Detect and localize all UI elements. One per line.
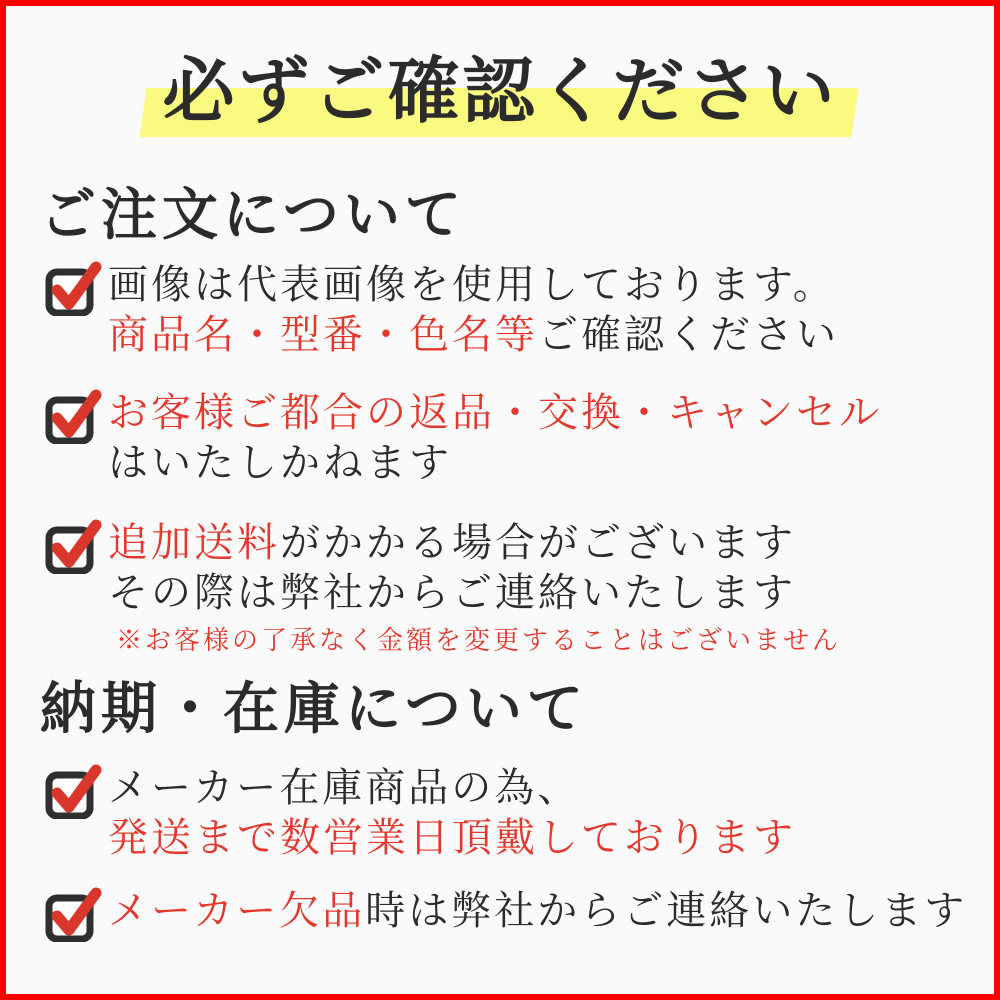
title-block: [0, 38, 1000, 148]
checklist-item-returns: [44, 388, 882, 488]
checked-box-icon: [44, 388, 104, 444]
section-heading-order: ご注文について: [40, 182, 466, 248]
item-line: [108, 518, 841, 568]
checklist-item-maker-shortage: [44, 886, 967, 942]
item-line: [108, 763, 796, 813]
item-text-red: 追加送料: [108, 520, 280, 566]
item-text-block: [108, 388, 882, 488]
item-text-red: メーカー欠品: [108, 888, 366, 934]
item-text: はいたしかねます: [108, 440, 452, 486]
item-line: [108, 886, 967, 936]
section-heading-stock: 納期・在庫について: [40, 676, 588, 742]
item-note: ※お客様の了承なく金額を変更することはございません: [116, 626, 842, 656]
item-text-block: [108, 260, 839, 360]
checked-box-icon: [44, 763, 104, 819]
checked-box-icon: [44, 886, 104, 942]
checklist-item-representative-image: [44, 260, 839, 360]
item-text: メーカー在庫商品の為、: [108, 765, 581, 811]
item-line: [108, 438, 882, 488]
item-text: ご確認ください: [538, 312, 839, 358]
item-text: その際は弊社からご連絡いたします: [108, 570, 796, 616]
item-text-block: [108, 763, 796, 863]
item-text: がかかる場合がございます: [280, 520, 796, 566]
item-text: 画像は代表画像を使用しております。: [108, 262, 836, 308]
item-text-block: [108, 518, 841, 660]
item-text-red: お客様ご都合の返品・交換・キャンセル: [108, 390, 882, 436]
item-line: [108, 310, 839, 360]
item-line: [108, 568, 841, 618]
item-text-red: 発送まで数営業日頂戴しております: [108, 815, 796, 861]
checklist-item-maker-stock: [44, 763, 796, 863]
item-line: [108, 813, 796, 863]
item-text-red: 商品名・型番・色名等: [108, 312, 538, 358]
checklist-item-extra-shipping: [44, 518, 841, 660]
page-title: 必ずご確認ください: [162, 48, 838, 133]
item-text-block: [108, 886, 967, 936]
item-text: 時は弊社からご連絡いたします: [365, 888, 968, 934]
checked-box-icon: [44, 518, 104, 574]
checked-box-icon: [44, 260, 104, 316]
item-line: [108, 260, 839, 310]
item-line: [108, 388, 882, 438]
